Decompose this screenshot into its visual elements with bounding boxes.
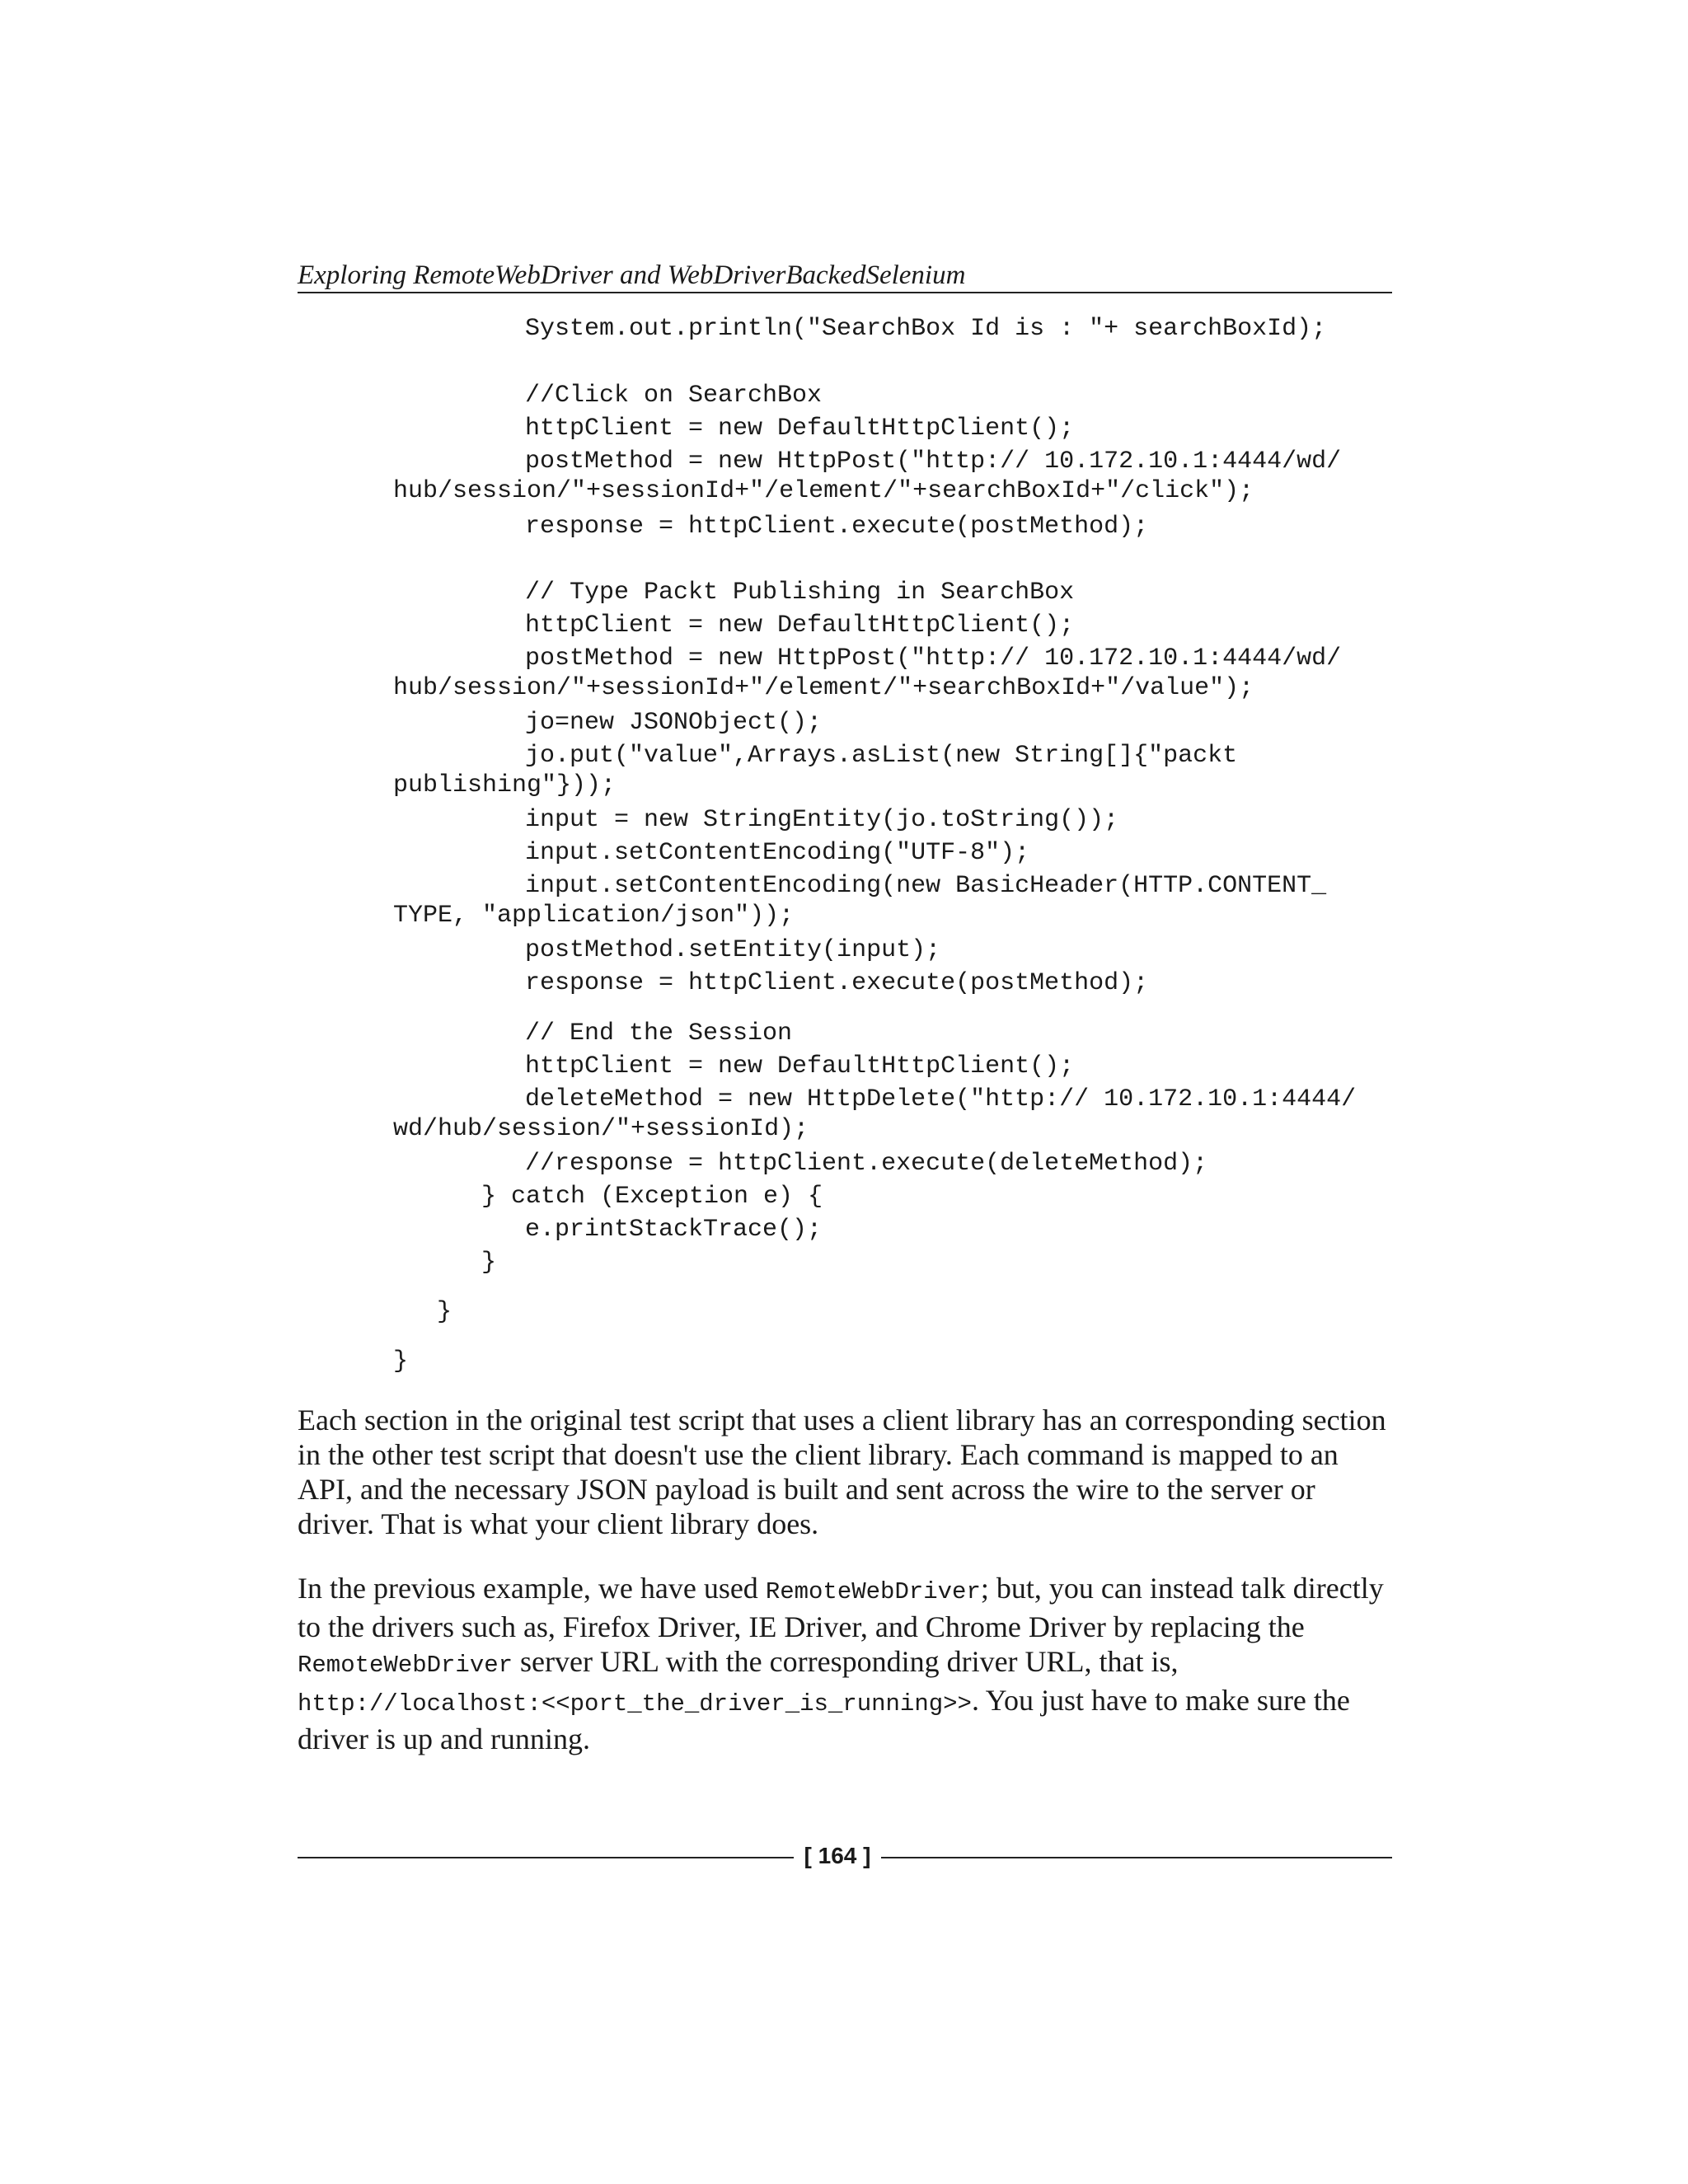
code-line: jo.put("value",Arrays.asList(new String[]{"packt [525, 742, 1238, 770]
code-line: httpClient = new DefaultHttpClient(); [525, 1052, 1075, 1080]
text-run: . You just have to make sure the driver is up and running. [298, 1684, 1350, 1755]
code-line: httpClient = new DefaultHttpClient(); [525, 612, 1075, 640]
code-line: wd/hub/session/"+sessionId); [393, 1115, 809, 1143]
code-line: input.setContentEncoding("UTF-8"); [525, 839, 1030, 867]
code-line: } [393, 1347, 409, 1376]
code-line: System.out.println("SearchBox Id is : "+ searchBoxId); [525, 315, 1327, 343]
code-line: } [437, 1298, 452, 1326]
footer-rule [881, 1857, 1392, 1858]
code-line: httpClient = new DefaultHttpClient(); [525, 415, 1075, 443]
code-line: hub/session/"+sessionId+"/element/"+searchBoxId+"/value"); [393, 674, 1254, 702]
page-number: [ 164 ] [804, 1843, 871, 1868]
code-line: // Type Packt Publishing in SearchBox [525, 579, 1075, 607]
code-line: hub/session/"+sessionId+"/element/"+searchBoxId+"/click"); [393, 477, 1254, 505]
paragraph-client-library [298, 1403, 1394, 1541]
text-run: In the previous example, we have used [298, 1572, 766, 1605]
code-line: input = new StringEntity(jo.toString()); [525, 806, 1119, 834]
code-line: postMethod = new HttpPost("http:// 10.172.10.1:4444/wd/ [525, 644, 1342, 673]
paragraph-text [298, 1571, 1394, 1756]
code-line: response = httpClient.execute(postMethod); [525, 969, 1149, 997]
code-line: publishing"})); [393, 771, 617, 799]
code-line: //Click on SearchBox [525, 382, 823, 410]
paragraph-direct-drivers [298, 1571, 1394, 1756]
code-line: postMethod = new HttpPost("http:// 10.172.10.1:4444/wd/ [525, 448, 1342, 476]
code-line: //response = httpClient.execute(deleteMethod); [525, 1150, 1208, 1178]
paragraph-text: Each section in the original test script that uses a client library has an corresponding section in the other test script that doesn't use the client library. Each command is mapped to an API, and the necessary JSON payload is built and sent across the wire to the server or driver. That is what your client library does. [298, 1404, 1386, 1540]
code-line: deleteMethod = new HttpDelete("http:// 10.172.10.1:4444/ [525, 1085, 1357, 1113]
running-header: Exploring RemoteWebDriver and WebDriverBackedSelenium [298, 260, 966, 290]
code-line: } catch (Exception e) { [481, 1183, 823, 1211]
code-line: // End the Session [525, 1019, 793, 1047]
code-line: response = httpClient.execute(postMethod); [525, 513, 1149, 541]
inline-code: RemoteWebDriver [298, 1652, 513, 1679]
text-run: server URL with the corresponding driver URL, that is, [513, 1645, 1179, 1678]
inline-code: http://localhost:<<port_the_driver_is_running>> [298, 1690, 972, 1718]
code-line: TYPE, "application/json")); [393, 902, 795, 930]
text-run: ; but, you can instead talk directly to the drivers such as, Firefox Driver, IE Driver, and Chrome Driver by replacing the [298, 1572, 1384, 1643]
code-line: e.printStackTrace(); [525, 1216, 823, 1244]
code-line: jo=new JSONObject(); [525, 709, 823, 737]
code-line: } [481, 1249, 497, 1277]
code-line: input.setContentEncoding(new BasicHeader(HTTP.CONTENT_ [525, 872, 1327, 900]
code-line: postMethod.setEntity(input); [525, 936, 941, 964]
inline-code: RemoteWebDriver [765, 1578, 981, 1605]
footer-rule [298, 1857, 794, 1858]
